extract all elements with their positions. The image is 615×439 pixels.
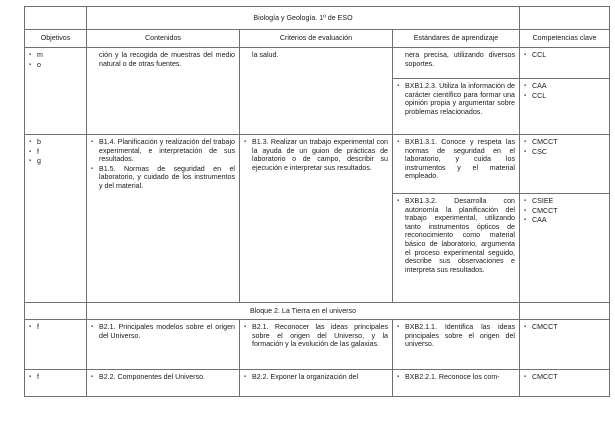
competencias-cell	[520, 194, 610, 303]
criterios-cell	[240, 135, 393, 303]
header-contenidos: Contenidos	[87, 30, 240, 48]
header-competencias: Competencias clave	[520, 30, 610, 48]
estandares-cell	[393, 370, 520, 397]
block-title: Bloque 2. La Tierra en el universo	[87, 303, 520, 320]
competencias-cell	[520, 370, 610, 397]
list-item: ▪ B1.5. Normas de seguridad en el laboratorio, y cuidado de los instrumentos y del material.	[91, 164, 235, 190]
list-item: ▪ f	[29, 323, 39, 331]
criterios-cell	[240, 320, 393, 370]
list-item: ▪ b	[29, 138, 41, 146]
list-item: ▪ BXB2.1.1. Identifica las ideas principales sobre el origen del universo.	[397, 323, 515, 349]
list-item: ▪ B2.1. Principales modelos sobre el origen del Universo.	[91, 323, 235, 340]
empty-cell	[520, 303, 610, 320]
table-row	[25, 370, 610, 397]
list-item: ▪ B2.2. Componentes del Universo.	[91, 373, 206, 381]
bullet-icon: ▪	[91, 165, 94, 172]
bullet-icon: ▪	[29, 139, 32, 145]
empty-corner-cell	[25, 7, 87, 30]
estandares-cell	[393, 135, 520, 194]
header-estandares: Estándares de aprendizaje	[393, 30, 520, 48]
bullet-icon: ▪	[29, 52, 32, 58]
bullet-icon: ▪	[29, 158, 32, 165]
list-item: ▪ CSC	[524, 147, 547, 156]
competencias-cell	[520, 135, 610, 194]
list-item: ▪ CMCCT	[524, 206, 558, 215]
estandares-cell	[393, 79, 520, 135]
curriculum-table	[24, 6, 610, 397]
estandares-cell	[393, 194, 520, 303]
contenidos-cell	[87, 370, 240, 397]
empty-title-cell	[520, 7, 610, 30]
list-item: ▪ B1.4. Planificación y realización del trabajo experimental, e interpretación de sus resultados.	[91, 138, 235, 164]
empty-cell	[25, 303, 87, 320]
list-item: ▪ m	[29, 51, 43, 59]
list-item: ▪ BXB1.3.1. Conoce y respeta las normas de seguridad en el laboratorio, y cuida los instrumentos y el material empleado.	[397, 138, 515, 181]
estandares-cell: nera precisa, utilizando diversos soportes.	[393, 48, 520, 79]
list-item: ▪ g	[29, 157, 41, 166]
bullet-icon: ▪	[29, 148, 32, 155]
bullet-icon: ▪	[524, 198, 527, 204]
bullet-icon: ▪	[524, 148, 527, 155]
table-row	[25, 48, 610, 79]
bullet-icon: ▪	[244, 139, 247, 145]
objetivos-cell	[25, 320, 87, 370]
table-title: Biología y Geología. 1º de ESO	[87, 7, 520, 30]
list-item: ▪ CMCCT	[524, 323, 558, 331]
bullet-icon: ▪	[524, 217, 527, 224]
list-item: ▪ f	[29, 373, 39, 381]
estandares-cell	[393, 320, 520, 370]
bullet-icon: ▪	[29, 61, 32, 68]
list-item: ▪ CCL	[524, 91, 547, 100]
list-item: ▪ B2.1. Reconocer las ideas principales sobre el origen del Universo, y la formación y la evolución de las galaxias.	[244, 323, 388, 349]
list-item: ▪ B2.2. Exponer la organización del	[244, 373, 359, 381]
header-objetivos: Objetivos	[25, 30, 87, 48]
bullet-icon: ▪	[91, 324, 94, 330]
bullet-icon: ▪	[244, 324, 247, 330]
bullet-icon: ▪	[524, 92, 527, 99]
bullet-icon: ▪	[397, 324, 400, 330]
bullet-icon: ▪	[29, 374, 32, 380]
competencias-cell	[520, 48, 610, 79]
bullet-icon: ▪	[524, 52, 527, 58]
competencias-cell	[520, 79, 610, 135]
bullet-icon: ▪	[397, 374, 400, 380]
objetivos-cell	[25, 370, 87, 397]
bullet-icon: ▪	[524, 374, 527, 380]
table-row	[25, 135, 610, 194]
list-item: ▪ CCL	[524, 51, 547, 59]
contenidos-cell	[87, 320, 240, 370]
bullet-icon: ▪	[524, 83, 527, 89]
list-item: ▪ CSIEE	[524, 197, 554, 205]
bullet-icon: ▪	[397, 139, 400, 145]
contenidos-cell: ción y la recogida de muestras del medio natural o de otras fuentes.	[87, 48, 240, 135]
list-item: ▪ BXB2.2.1. Reconoce los com-	[397, 373, 500, 381]
table-row	[25, 320, 610, 370]
objetivos-cell	[25, 48, 87, 135]
bullet-icon: ▪	[244, 374, 247, 380]
bullet-icon: ▪	[91, 374, 94, 380]
criterios-cell: la salud.	[240, 48, 393, 135]
bullet-icon: ▪	[397, 83, 400, 89]
bullet-icon: ▪	[524, 139, 527, 145]
objetivos-cell	[25, 135, 87, 303]
contenidos-cell	[87, 135, 240, 303]
list-item: ▪ BXB1.2.3. Utiliza la información de carácter científico para formar una opinión propia y argumentar sobre problemas relacionados.	[397, 82, 515, 116]
bullet-icon: ▪	[397, 198, 400, 204]
competencias-cell	[520, 320, 610, 370]
list-item: ▪ CMCCT	[524, 373, 558, 381]
bullet-icon: ▪	[524, 324, 527, 330]
list-item: ▪ B1.3. Realizar un trabajo experimental con la ayuda de un guion de prácticas de laboratorio o de campo, describir su ejecución e interpretar sus resultados.	[244, 138, 388, 172]
criterios-cell	[240, 370, 393, 397]
list-item: ▪ BXB1.3.2. Desarrolla con autonomía la planificación del trabajo experimental, utilizando tanto instrumentos ópticos de reconocimiento como material básico de laboratorio, argumenta el proceso experimental seguido, describe sus observaciones e interpreta sus resultados.	[397, 197, 515, 274]
header-criterios: Criterios de evaluación	[240, 30, 393, 48]
bullet-icon: ▪	[29, 324, 32, 330]
bullet-icon: ▪	[524, 207, 527, 214]
list-item: ▪ CAA	[524, 216, 547, 225]
list-item: ▪ CAA	[524, 82, 547, 90]
list-item: ▪ o	[29, 60, 41, 69]
list-item: ▪ f	[29, 147, 39, 156]
table-row	[25, 303, 610, 320]
bullet-icon: ▪	[91, 139, 94, 145]
list-item: ▪ CMCCT	[524, 138, 558, 146]
